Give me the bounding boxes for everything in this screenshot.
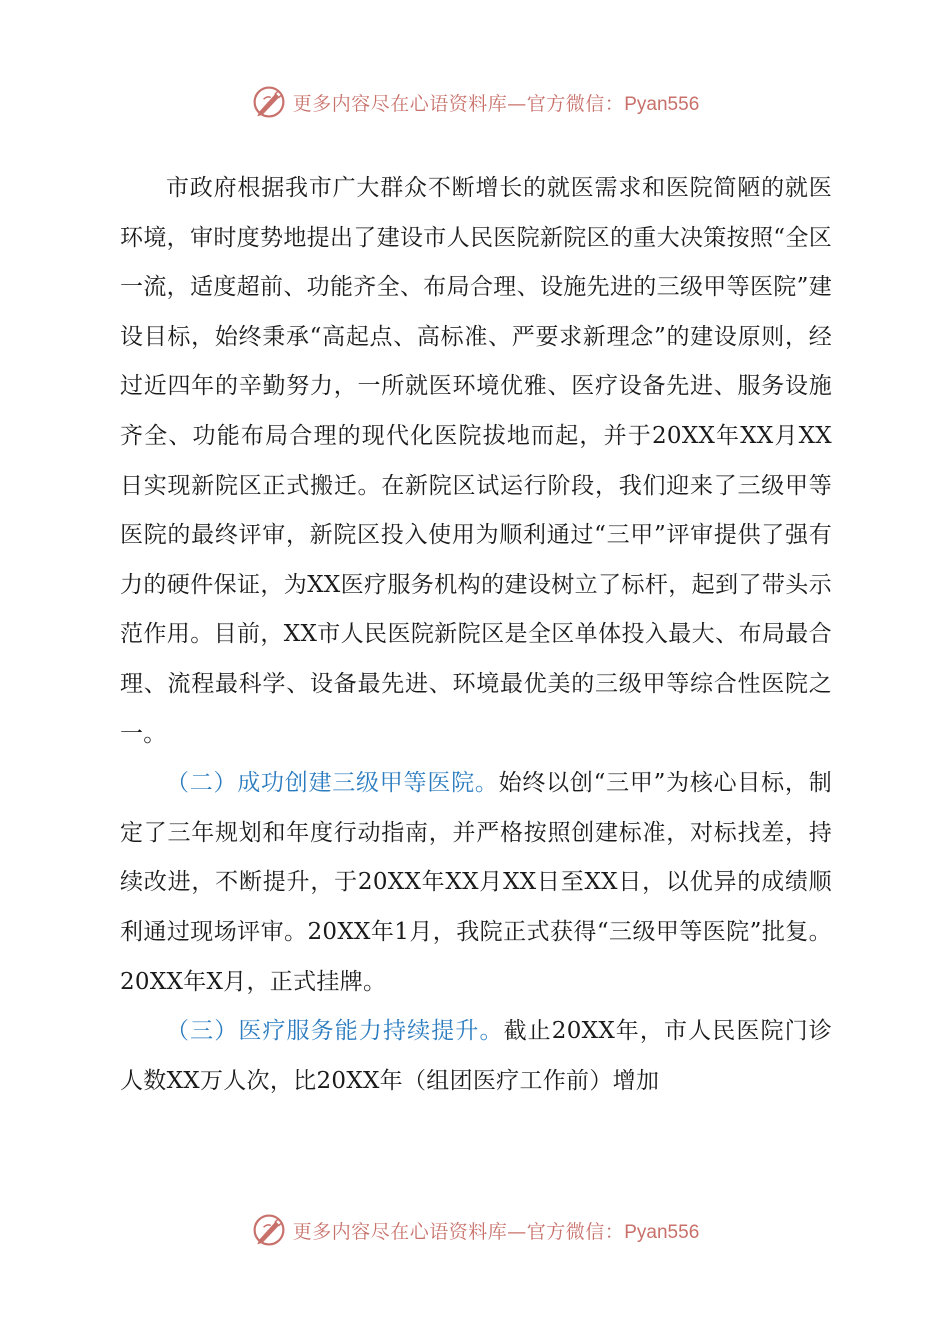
paragraph-1-text: 市政府根据我市广大群众不断增长的就医需求和医院简陋的就医环境，审时度势地提出了建设市人民医院新院区的重大决策按照“全区一流，适度超前、功能齐全、布局合理、设施先进的三级甲等医院”建设目标，始终秉承“高起点、高标准、严要求新理念”的建设原则，经过近四年的辛勤努力，一所就医环境优雅、医疗设备先进、服务设施齐全、功能布局合理的现代化医院拔地而起，并于20XX年XX月XX日实现新院区正式搬迁。在新院区试运行阶段，我们迎来了三级甲等医院的最终评审，新院区投入使用为顺利通过“三甲”评审提供了强有力的硬件保证，为XX医疗服务机构的建设树立了标杆，起到了带头示范作用。目前，XX市人民医院新院区是全区单体投入最大、布局最合理、流程最科学、设备最先进、环境最优美的三级甲等综合性医院之一。 <box>120 175 832 747</box>
pen-logo-icon <box>251 1212 287 1248</box>
wechat-id: Pyan556 <box>624 93 700 115</box>
section-heading-3: （三）医疗服务能力持续提升。 <box>166 1018 504 1045</box>
wechat-id: Pyan556 <box>624 1221 700 1243</box>
watermark-banner-inner <box>251 84 700 120</box>
paragraph-service-capacity <box>120 1007 832 1106</box>
document-body <box>120 164 832 1106</box>
paragraph-tertiary-hospital <box>120 759 832 1007</box>
header-watermark-banner <box>0 80 950 124</box>
paragraph-3-text: 截止20XX年，市人民医院门诊人数XX万人次，比20XX年（组团医疗工作前）增加 <box>120 1018 833 1094</box>
paragraph-new-campus <box>120 164 832 759</box>
watermark-text: 更多内容尽在心语资料库—官方微信：Pyan556 <box>292 1220 700 1243</box>
section-heading-2: （二）成功创建三级甲等医院。 <box>166 770 499 797</box>
paragraph-2-text: 始终以创“三甲”为核心目标，制定了三年规划和年度行动指南，并严格按照创建标准，对标找差，持续改进，不断提升，于20XX年XX月XX日至XX日，以优异的成绩顺利通过现场评审。20XX年1月，我院正式获得“三级甲等医院”批复。20XX年X月，正式挂牌。 <box>120 770 832 995</box>
watermark-banner-inner <box>251 1212 700 1248</box>
pen-logo-icon <box>251 84 287 120</box>
footer-watermark-banner <box>0 1208 950 1252</box>
watermark-text: 更多内容尽在心语资料库—官方微信：Pyan556 <box>292 92 700 115</box>
